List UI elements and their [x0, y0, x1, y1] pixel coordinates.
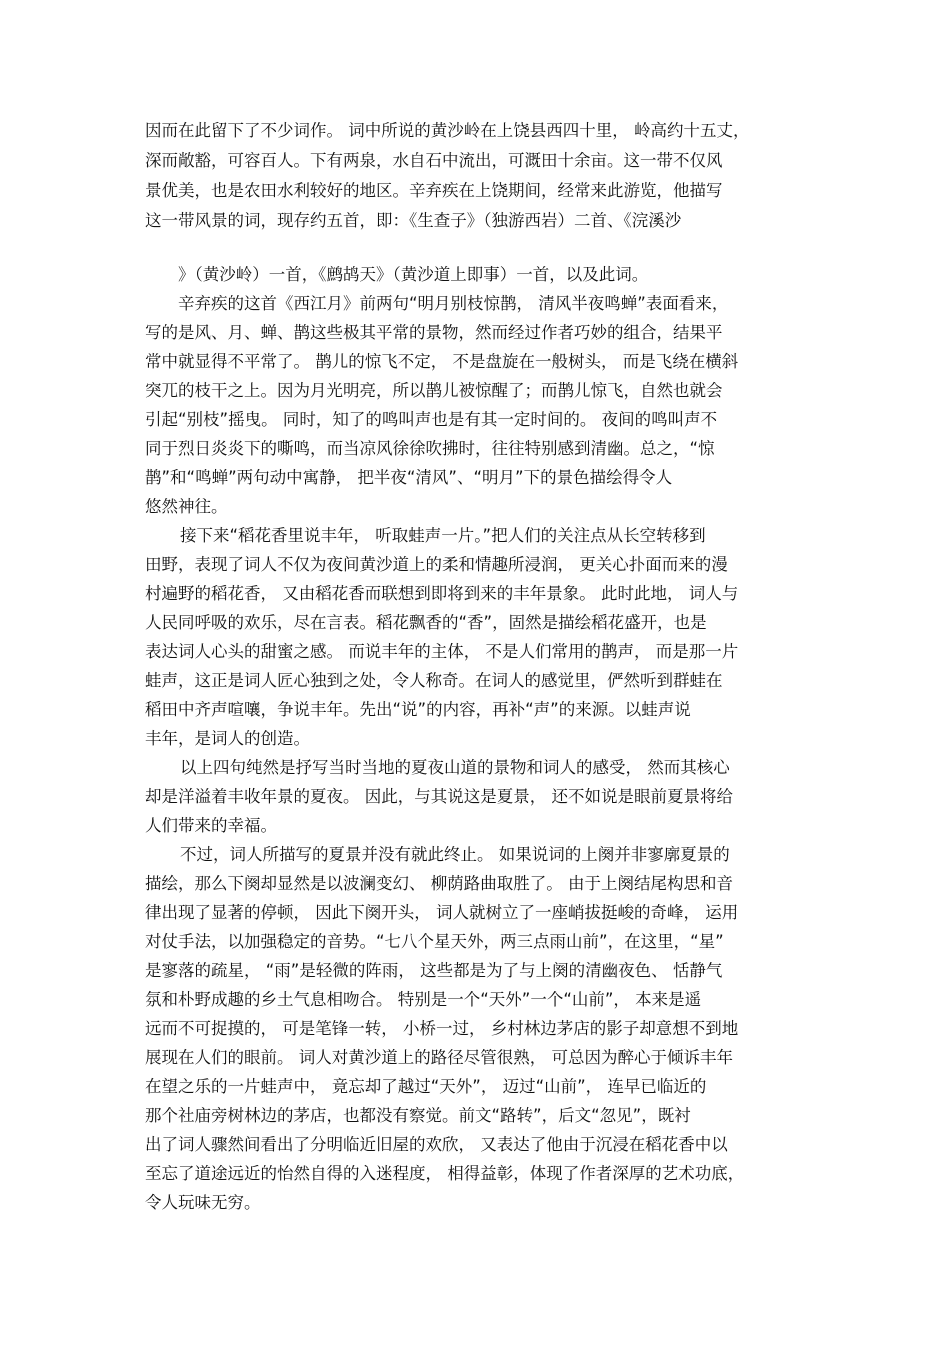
text-line: 悠然神往。 — [145, 497, 228, 516]
text-line: 人民同呼吸的欢乐，尽在言表。稻花飘香的“香”，固然是描绘稻花盛开，也是 — [145, 613, 707, 632]
text-line: 深而敞豁，可容百人。下有两泉，水自石中流出，可溉田十余亩。这一带不仅风 — [145, 151, 723, 170]
text-line: 出了词人骤然间看出了分明临近旧屋的欢欣， 又表达了他由于沉浸在稻花香中以 — [145, 1135, 728, 1154]
text-line: 常中就显得不平常了。 鹊儿的惊飞不定， 不是盘旋在一般树头， 而是飞绕在横斜 — [145, 352, 739, 371]
text-line: 是寥落的疏星， “雨”是轻微的阵雨， 这些都是为了与上阕的清幽夜色、 恬静气 — [145, 961, 723, 980]
text-line: 丰年，是词人的创造。 — [145, 729, 310, 748]
text-line: 蛙声，这正是词人匠心独到之处，令人称奇。在词人的感觉里，俨然听到群蛙在 — [145, 671, 723, 690]
text-line: 令人玩味无穷。 — [145, 1193, 261, 1212]
text-line: 因而在此留下了不少词作。 词中所说的黄沙岭在上饶县西四十里， 岭高约十五丈， — [145, 121, 750, 140]
text-line: 引起“别枝”摇曳。 同时，知了的鸣叫声也是有其一定时间的。 夜间的鸣叫声不 — [145, 410, 718, 429]
text-line: 远而不可捉摸的， 可是笔锋一转， 小桥一过， 乡村林边茅店的影子却意想不到地 — [145, 1019, 739, 1038]
text-line: 写的是风、月、蝉、鹊这些极其平常的景物，然而经过作者巧妙的组合，结果平 — [145, 323, 723, 342]
text-line: 这一带风景的词，现存约五首，即：《生查子》（独游西岩）二首、《浣溪沙 — [145, 211, 682, 230]
text-line: 接下来“稻花香里说丰年， 听取蛙声一片。”把人们的关注点从长空转移到 — [180, 526, 706, 545]
text-line: 以上四句纯然是抒写当时当地的夏夜山道的景物和词人的感受， 然而其核心 — [180, 758, 730, 777]
text-line: 不过，词人所描写的夏景并没有就此终止。 如果说词的上阕并非寥廓夏景的 — [180, 845, 730, 864]
text-line: 景优美，也是农田水利较好的地区。辛弃疾在上饶期间，经常来此游览，他描写 — [145, 181, 723, 200]
text-line: 对仗手法，以加强稳定的音势。“七八个星天外，两三点雨山前”，在这里，“星” — [145, 932, 724, 951]
text-line: 描绘，那么下阕却显然是以波澜变幻、 柳荫路曲取胜了。 由于上阕结尾构思和音 — [145, 874, 733, 893]
text-line: 氛和朴野成趣的乡土气息相吻合。 特别是一个“天外”一个“山前”， 本来是遥 — [145, 990, 702, 1009]
text-line: 突兀的枝干之上。因为月光明亮，所以鹊儿被惊醒了；而鹊儿惊飞，自然也就会 — [145, 381, 723, 400]
text-line: 稻田中齐声喧嚷，争说丰年。先出“说”的内容，再补“声”的来源。以蛙声说 — [145, 700, 691, 719]
text-line: 在望之乐的一片蛙声中， 竟忘却了越过“天外”， 迈过“山前”， 连早已临近的 — [145, 1077, 707, 1096]
text-line: 辛弃疾的这首《西江月》前两句“明月别枝惊鹊， 清风半夜鸣蝉”表面看来， — [178, 294, 729, 313]
text-line: 律出现了显著的停顿， 因此下阕开头， 词人就树立了一座峭拔挺峻的奇峰， 运用 — [145, 903, 739, 922]
text-line: 》（黄沙岭）一首，《鹧鸪天》（黄沙道上即事）一首，以及此词。 — [178, 265, 649, 284]
text-line: 同于烈日炎炎下的嘶鸣，而当凉风徐徐吹拂时，往往特别感到清幽。总之，“惊 — [145, 439, 715, 458]
text-line: 表达词人心头的甜蜜之感。 而说丰年的主体， 不是人们常用的鹊声， 而是那一片 — [145, 642, 739, 661]
text-line: 至忘了道途远近的怡然自得的入迷程度， 相得益彰，体现了作者深厚的艺术功底， — [145, 1164, 745, 1183]
text-line: 鹊”和“鸣蝉”两句动中寓静， 把半夜“清风”、“明月”下的景色描绘得令人 — [145, 468, 673, 487]
text-line: 展现在人们的眼前。 词人对黄沙道上的路径尽管很熟， 可总因为醉心于倾诉丰年 — [145, 1048, 733, 1067]
text-line: 那个社庙旁树林边的茅店，也都没有察觉。前文“路转”，后文“忽见”，既衬 — [145, 1106, 691, 1125]
text-line: 田野，表现了词人不仅为夜间黄沙道上的柔和情趣所浸润， 更关心扑面而来的漫 — [145, 555, 728, 574]
text-line: 却是洋溢着丰收年景的夏夜。 因此，与其说这是夏景， 还不如说是眼前夏景将给 — [145, 787, 733, 806]
text-line: 人们带来的幸福。 — [145, 816, 277, 835]
text-line: 村遍野的稻花香， 又由稻花香而联想到即将到来的丰年景象。 此时此地， 词人与 — [145, 584, 739, 603]
